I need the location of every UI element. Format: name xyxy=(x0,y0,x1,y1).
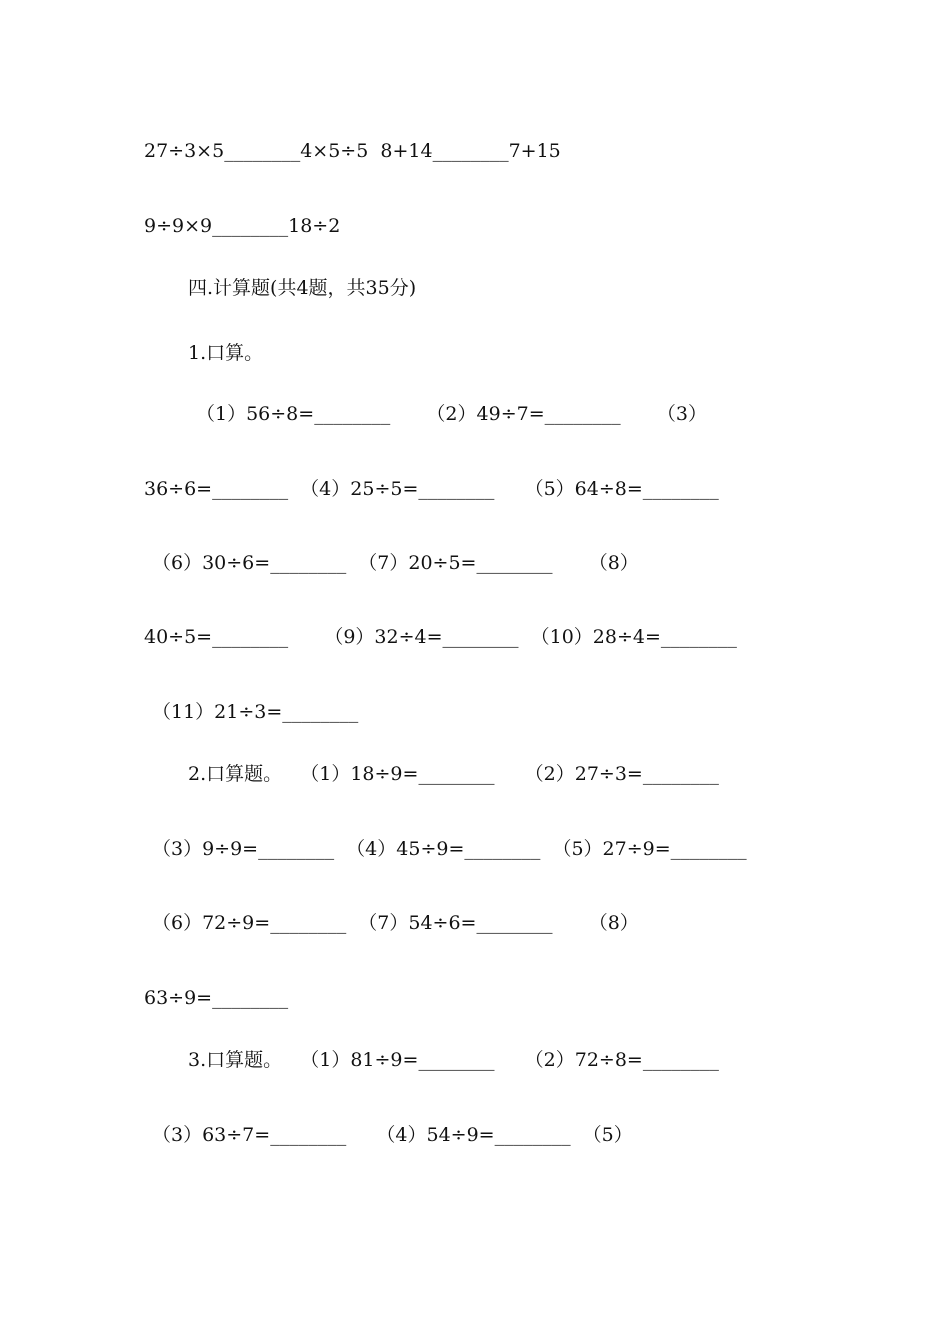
section-heading: 四.计算题(共4题，共35分) xyxy=(188,277,417,299)
question-1-row-1: （1）56÷8=________ （2）49÷7=________ （3） xyxy=(196,403,707,425)
question-2-row-3: （6）72÷9=________ （7）54÷6=________ （8） xyxy=(152,912,639,934)
question-3-title-row: 3.口算题。 （1）81÷9=________ （2）72÷8=________ xyxy=(188,1049,719,1071)
question-1-title: 1.口算。 xyxy=(188,342,264,364)
question-2-row-2: （3）9÷9=________ （4）45÷9=________ （5）27÷9=________ xyxy=(152,838,747,860)
question-1-row-2: 36÷6=________ （4）25÷5=________ （5）64÷8=________ xyxy=(144,478,719,500)
exercise-line-2: 9÷9×9________18÷2 xyxy=(144,215,341,237)
question-1-row-4: 40÷5=________ （9）32÷4=________ （10）28÷4=________ xyxy=(144,626,737,648)
exercise-line-1: 27÷3×5________4×5÷5 8+14________7+15 xyxy=(144,140,561,162)
question-2-row-4: 63÷9=________ xyxy=(144,987,289,1009)
question-3-row-2: （3）63÷7=________ （4）54÷9=________ （5） xyxy=(152,1124,633,1146)
question-1-row-3: （6）30÷6=________ （7）20÷5=________ （8） xyxy=(152,552,639,574)
question-2-title-row: 2.口算题。 （1）18÷9=________ （2）27÷3=________ xyxy=(188,763,719,785)
question-1-row-5: （11）21÷3=________ xyxy=(152,701,359,723)
